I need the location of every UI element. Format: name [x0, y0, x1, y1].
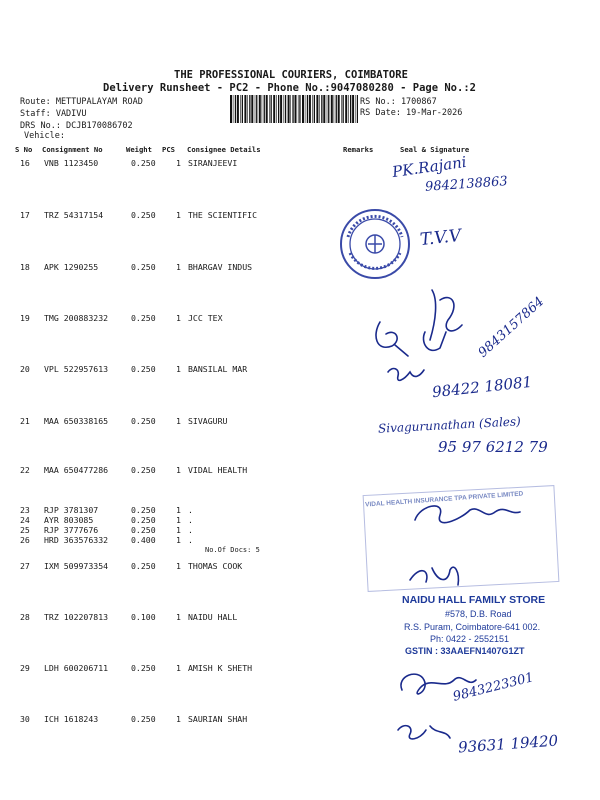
row-consignment-no: MAA 650338165	[44, 416, 109, 426]
row-sno: 24	[20, 515, 30, 525]
drs-number: DRS No.: DCJB170086702	[20, 121, 133, 131]
row-weight: 0.250	[131, 714, 156, 724]
handwritten-name-16: PK.Rajani	[391, 152, 468, 182]
row-consignment-no: TRZ 54317154	[44, 210, 104, 220]
handwritten-phone-20: 98422 18081	[431, 372, 533, 402]
row-consignee: SAURIAN SHAH	[188, 714, 248, 724]
row-pcs: 1	[176, 515, 181, 525]
col-weight: Weight	[126, 145, 152, 154]
row-pcs: 1	[176, 612, 181, 622]
row-weight: 0.250	[131, 505, 156, 515]
row-sno: 21	[20, 416, 30, 426]
row-consignee: AMISH K SHETH	[188, 663, 253, 673]
row-sno: 30	[20, 714, 30, 724]
row-weight: 0.250	[131, 561, 156, 571]
naidu-stamp-addr2: R.S. Puram, Coimbatore-641 002.	[404, 622, 541, 632]
document-subtitle: Delivery Runsheet - PC2 - Phone No.:9047080280 - Page No.:2	[103, 82, 476, 94]
handwritten-phone-21: 95 97 6212 79	[438, 438, 548, 456]
row-consignee: .	[188, 525, 193, 535]
row-consignee: .	[188, 515, 193, 525]
row-weight: 0.100	[131, 612, 156, 622]
row-pcs: 1	[176, 364, 181, 374]
naidu-stamp-addr1: #578, D.B. Road	[445, 609, 512, 619]
row-consignment-no: RJP 3781307	[44, 505, 99, 515]
row-sno: 17	[20, 210, 30, 220]
naidu-stamp-phone: Ph: 0422 - 2552151	[430, 634, 510, 644]
row-pcs: 1	[176, 505, 181, 515]
row-weight: 0.250	[131, 364, 156, 374]
handwritten-initials-17: T.V.V	[419, 225, 463, 251]
row-consignee: THOMAS COOK	[188, 561, 243, 571]
row-weight: 0.250	[131, 210, 156, 220]
row-pcs: 1	[176, 416, 181, 426]
col-consignment: Consignment No	[42, 145, 103, 154]
row-weight: 0.400	[131, 535, 156, 545]
row-consignment-no: APK 1290255	[44, 262, 99, 272]
rs-number: RS No.: 1700867	[360, 97, 437, 107]
col-pcs: PCS	[162, 145, 175, 154]
handwritten-phone-29: 9843223301	[451, 670, 536, 705]
row-consignment-no: MAA 650477286	[44, 465, 109, 475]
handwritten-phone-19: 9843157864	[475, 294, 548, 361]
handwritten-phone-16: 9842138863	[424, 174, 509, 195]
row-sno: 22	[20, 465, 30, 475]
row-consignment-no: LDH 600206711	[44, 663, 109, 673]
row-consignee: .	[188, 505, 193, 515]
rs-date: RS Date: 19-Mar-2026	[360, 108, 463, 118]
row-consignment-no: TRZ 102207813	[44, 612, 109, 622]
row-pcs: 1	[176, 535, 181, 545]
row-consignee: SIVAGURU	[188, 416, 228, 426]
row-consignee: BHARGAV INDUS	[188, 262, 253, 272]
row-pcs: 1	[176, 714, 181, 724]
row-consignee: SIRANJEEVI	[188, 158, 238, 168]
row-weight: 0.250	[131, 313, 156, 323]
no-of-docs: No.Of Docs: 5	[205, 546, 260, 554]
row-sno: 25	[20, 525, 30, 535]
col-sno: S No	[15, 145, 33, 154]
row-sno: 29	[20, 663, 30, 673]
handwritten-name-21: Sivagurunathan (Sales)	[377, 414, 522, 436]
row-pcs: 1	[176, 262, 181, 272]
naidu-stamp-name: NAIDU HALL FAMILY STORE	[402, 594, 546, 606]
row-weight: 0.250	[131, 262, 156, 272]
row-sno: 20	[20, 364, 30, 374]
handwritten-phone-30: 93631 19420	[457, 731, 559, 757]
row-weight: 0.250	[131, 515, 156, 525]
row-consignment-no: IXM 509973354	[44, 561, 109, 571]
naidu-stamp-gstin: GSTIN : 33AAEFN1407G1ZT	[405, 646, 525, 656]
row-consignee: NAIDU HALL	[188, 612, 238, 622]
row-sno: 18	[20, 262, 30, 272]
row-sno: 28	[20, 612, 30, 622]
row-consignment-no: VNB 1123450	[44, 158, 99, 168]
row-consignment-no: VPL 522957613	[44, 364, 109, 374]
row-sno: 23	[20, 505, 30, 515]
staff-label: Staff: VADIVU	[20, 109, 87, 119]
row-sno: 27	[20, 561, 30, 571]
row-consignment-no: RJP 3777676	[44, 525, 99, 535]
row-weight: 0.250	[131, 663, 156, 673]
col-consignee: Consignee Details	[187, 145, 261, 154]
route-label: Route: METTUPALAYAM ROAD	[20, 97, 143, 107]
row-consignee: THE SCIENTIFIC	[188, 210, 258, 220]
row-consignment-no: TMG 200883232	[44, 313, 109, 323]
row-consignee: VIDAL HEALTH	[188, 465, 248, 475]
vehicle-label: Vehicle:	[24, 131, 65, 141]
row-consignee: BANSILAL MAR	[188, 364, 248, 374]
col-remarks: Remarks	[343, 145, 374, 154]
row-consignee: JCC TEX	[188, 313, 223, 323]
row-sno: 16	[20, 158, 30, 168]
row-weight: 0.250	[131, 158, 156, 168]
row-consignment-no: ICH 1618243	[44, 714, 99, 724]
row-pcs: 1	[176, 210, 181, 220]
row-pcs: 1	[176, 158, 181, 168]
col-seal: Seal & Signature	[400, 145, 470, 154]
row-consignee: .	[188, 535, 193, 545]
vidal-stamp-text: VIDAL HEALTH INSURANCE TPA PRIVATE LIMITED	[364, 490, 524, 509]
row-consignment-no: HRD 363576332	[44, 535, 109, 545]
row-sno: 19	[20, 313, 30, 323]
row-pcs: 1	[176, 561, 181, 571]
row-weight: 0.250	[131, 465, 156, 475]
document-title: THE PROFESSIONAL COURIERS, COIMBATORE	[174, 69, 408, 81]
row-pcs: 1	[176, 313, 181, 323]
row-weight: 0.250	[131, 525, 156, 535]
row-pcs: 1	[176, 465, 181, 475]
row-pcs: 1	[176, 525, 181, 535]
row-consignment-no: AYR 803085	[44, 515, 94, 525]
row-weight: 0.250	[131, 416, 156, 426]
row-sno: 26	[20, 535, 30, 545]
row-pcs: 1	[176, 663, 181, 673]
